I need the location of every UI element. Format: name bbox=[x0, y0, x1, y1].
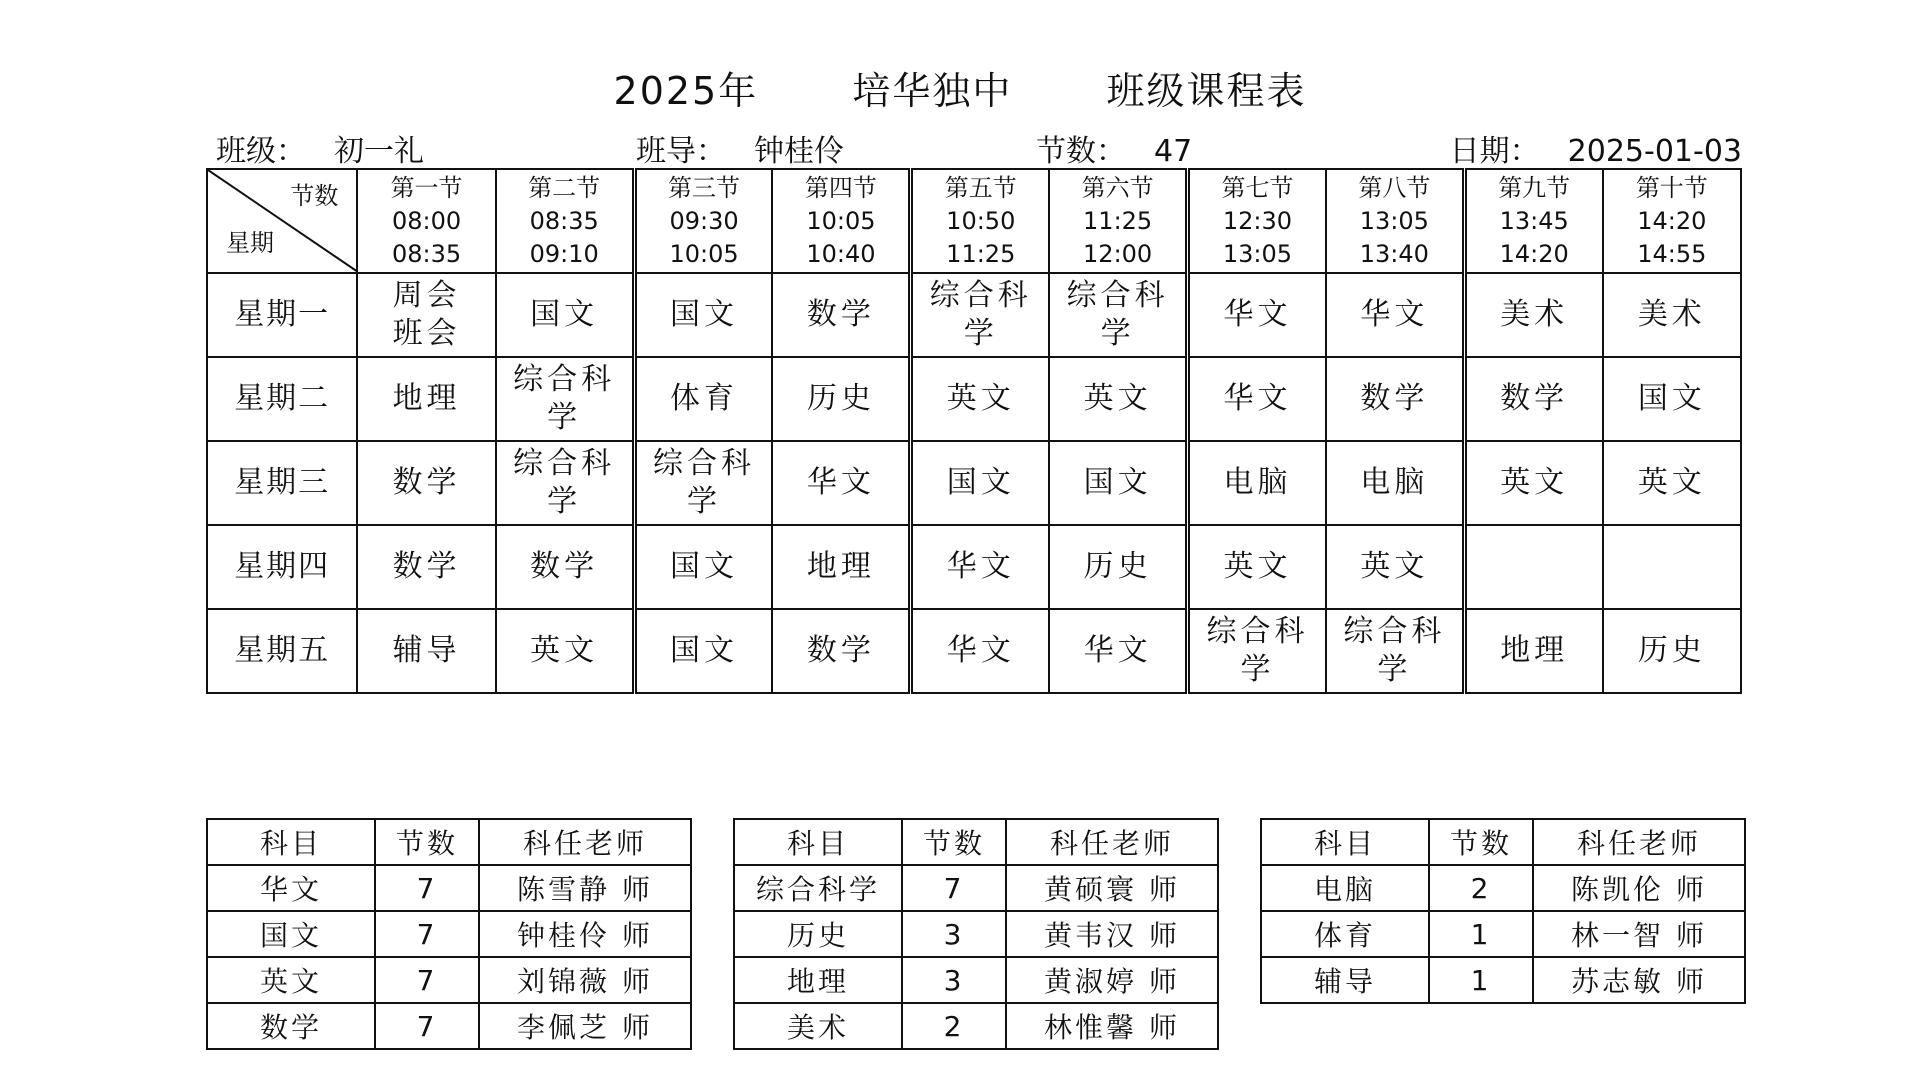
mentor-value: 钟桂伶 bbox=[754, 134, 844, 169]
period-header bbox=[911, 169, 1049, 273]
period-end: 10:40 bbox=[806, 239, 876, 268]
lesson-text: 电脑 bbox=[1223, 465, 1292, 500]
count-cell: 1 bbox=[1429, 911, 1533, 957]
lesson-cell bbox=[357, 609, 495, 693]
schedule-body bbox=[207, 169, 1741, 693]
weekday-cell: 星期二 bbox=[207, 357, 357, 441]
lesson-text: 数学 bbox=[1360, 381, 1429, 416]
lesson-text: 华文 bbox=[1360, 297, 1429, 332]
period-start: 14:20 bbox=[1637, 206, 1707, 235]
lesson-cell bbox=[1049, 441, 1187, 525]
subject-cell: 综合科学 bbox=[734, 865, 902, 911]
class-field bbox=[216, 126, 424, 170]
count-cell: 7 bbox=[902, 865, 1006, 911]
lesson-text: 历史 bbox=[1637, 633, 1706, 668]
lesson-text: 英文 bbox=[1500, 465, 1569, 500]
count-cell: 2 bbox=[902, 1003, 1006, 1049]
date-label: 日期： bbox=[1449, 134, 1540, 169]
summary-header-cell: 节数 bbox=[375, 819, 479, 865]
subject-cell: 美术 bbox=[734, 1003, 902, 1049]
subject-cell: 体育 bbox=[1261, 911, 1429, 957]
lesson-text: 英文 bbox=[946, 381, 1015, 416]
lesson-cell bbox=[634, 273, 772, 357]
lesson-text: 英文 bbox=[1360, 549, 1429, 584]
title-school: 培华独中 bbox=[852, 69, 1013, 113]
period-start: 12:30 bbox=[1222, 206, 1293, 235]
lesson-text: 华文 bbox=[946, 549, 1015, 584]
summary-header-cell: 科目 bbox=[207, 819, 375, 865]
lesson-cell bbox=[1188, 525, 1326, 609]
summary-table-1 bbox=[206, 818, 692, 1050]
lesson-cell bbox=[1326, 273, 1464, 357]
mentor-field bbox=[636, 126, 844, 170]
lesson-text: 历史 bbox=[806, 381, 875, 416]
periods-label: 节数： bbox=[1036, 134, 1126, 169]
lesson-text: 数学 bbox=[806, 297, 875, 332]
lesson-text: 学 bbox=[1377, 652, 1412, 687]
lesson-cell bbox=[1049, 273, 1187, 357]
lesson-cell bbox=[911, 609, 1049, 693]
lesson-text: 国文 bbox=[1083, 465, 1152, 500]
period-header bbox=[1049, 169, 1187, 273]
lesson-cell bbox=[772, 609, 910, 693]
count-cell: 3 bbox=[902, 911, 1006, 957]
lesson-text: 学 bbox=[1240, 652, 1275, 687]
corner-label-periods: 节数 bbox=[290, 182, 339, 210]
count-cell: 7 bbox=[375, 911, 479, 957]
schedule-row bbox=[207, 273, 1741, 357]
lesson-cell bbox=[634, 525, 772, 609]
lesson-text: 学 bbox=[687, 484, 722, 519]
lesson-cell bbox=[357, 525, 495, 609]
lesson-text: 英文 bbox=[1083, 381, 1152, 416]
period-name: 第四节 bbox=[804, 173, 877, 202]
lesson-cell bbox=[634, 609, 772, 693]
period-name: 第十节 bbox=[1635, 173, 1708, 202]
lesson-cell bbox=[1464, 273, 1602, 357]
summary-table-3 bbox=[1260, 818, 1746, 1004]
periods-value: 47 bbox=[1154, 134, 1193, 169]
lesson-cell bbox=[1464, 525, 1602, 609]
lesson-text: 华文 bbox=[1083, 633, 1152, 668]
schedule-row bbox=[207, 441, 1741, 525]
lesson-cell bbox=[357, 273, 495, 357]
mentor-label: 班导： bbox=[636, 134, 726, 169]
subject-cell: 国文 bbox=[207, 911, 375, 957]
summary-row bbox=[1261, 957, 1745, 1003]
lesson-cell bbox=[772, 525, 910, 609]
lesson-text: 国文 bbox=[670, 297, 739, 332]
lesson-text: 历史 bbox=[1083, 549, 1152, 584]
lesson-cell bbox=[1603, 441, 1741, 525]
period-name: 第二节 bbox=[528, 173, 601, 202]
class-label: 班级： bbox=[216, 134, 306, 169]
lesson-cell bbox=[634, 441, 772, 525]
teacher-cell: 黄硕寰 师 bbox=[1006, 865, 1218, 911]
weekday-cell: 星期五 bbox=[207, 609, 357, 693]
lesson-text: 华文 bbox=[1223, 381, 1292, 416]
corner-cell bbox=[207, 169, 357, 273]
lesson-text: 国文 bbox=[1637, 381, 1706, 416]
lesson-cell bbox=[911, 357, 1049, 441]
period-end: 11:25 bbox=[946, 239, 1016, 268]
period-start: 11:25 bbox=[1083, 206, 1153, 235]
lesson-text: 华文 bbox=[946, 633, 1015, 668]
periods-field bbox=[1036, 126, 1192, 170]
summary-header-cell: 节数 bbox=[1429, 819, 1533, 865]
summary-header-cell: 节数 bbox=[902, 819, 1006, 865]
lesson-cell bbox=[1188, 273, 1326, 357]
lesson-cell bbox=[1188, 609, 1326, 693]
lesson-cell bbox=[1049, 609, 1187, 693]
lesson-text: 国文 bbox=[670, 633, 739, 668]
period-name: 第七节 bbox=[1221, 173, 1294, 202]
lesson-text: 国文 bbox=[530, 297, 599, 332]
document-title bbox=[0, 60, 1920, 115]
lesson-text: 学 bbox=[547, 484, 582, 519]
summary-header-cell: 科任老师 bbox=[1006, 819, 1218, 865]
lesson-text: 国文 bbox=[670, 549, 739, 584]
lesson-cell bbox=[1603, 357, 1741, 441]
teacher-cell: 林一智 师 bbox=[1533, 911, 1745, 957]
period-end: 09:10 bbox=[529, 239, 599, 268]
period-end: 08:35 bbox=[391, 239, 462, 268]
count-cell: 7 bbox=[375, 865, 479, 911]
period-start: 10:50 bbox=[946, 206, 1016, 235]
title-year: 2025年 bbox=[613, 69, 759, 113]
period-end: 14:55 bbox=[1637, 239, 1707, 268]
summary-header-row bbox=[207, 819, 691, 865]
summary-row bbox=[207, 865, 691, 911]
teacher-cell: 钟桂伶 师 bbox=[479, 911, 691, 957]
lesson-text: 地理 bbox=[1500, 633, 1569, 668]
period-name: 第八节 bbox=[1358, 173, 1431, 202]
period-start: 13:05 bbox=[1359, 206, 1429, 235]
lesson-text: 美术 bbox=[1500, 297, 1569, 332]
lesson-cell bbox=[1464, 609, 1602, 693]
lesson-text: 综合科 bbox=[929, 278, 1032, 313]
period-name: 第六节 bbox=[1081, 173, 1154, 202]
schedule-row bbox=[207, 525, 1741, 609]
period-end: 12:00 bbox=[1083, 239, 1153, 268]
lesson-cell bbox=[1326, 525, 1464, 609]
lesson-text: 英文 bbox=[1223, 549, 1292, 584]
summary-header-row bbox=[734, 819, 1218, 865]
info-bar bbox=[208, 126, 1742, 169]
count-cell: 2 bbox=[1429, 865, 1533, 911]
lesson-cell bbox=[1603, 525, 1741, 609]
lesson-cell bbox=[496, 273, 634, 357]
period-name: 第一节 bbox=[390, 173, 463, 202]
summary-row bbox=[734, 865, 1218, 911]
summary-row bbox=[207, 1003, 691, 1049]
lesson-cell bbox=[1326, 357, 1464, 441]
lesson-text: 综合科 bbox=[653, 446, 756, 481]
lesson-text: 体育 bbox=[670, 381, 739, 416]
weekday-cell: 星期三 bbox=[207, 441, 357, 525]
summary-header-row bbox=[1261, 819, 1745, 865]
lesson-text: 数学 bbox=[1500, 381, 1569, 416]
teacher-cell: 陈凯伦 师 bbox=[1533, 865, 1745, 911]
lesson-text: 数学 bbox=[392, 549, 461, 584]
teacher-cell: 李佩芝 师 bbox=[479, 1003, 691, 1049]
period-header bbox=[772, 169, 910, 273]
lesson-cell bbox=[1464, 357, 1602, 441]
teacher-cell: 黄淑婷 师 bbox=[1006, 957, 1218, 1003]
lesson-cell bbox=[911, 441, 1049, 525]
lesson-cell bbox=[1326, 441, 1464, 525]
lesson-text: 学 bbox=[963, 316, 998, 351]
period-end: 13:40 bbox=[1359, 239, 1429, 268]
teacher-cell: 刘锦薇 师 bbox=[479, 957, 691, 1003]
subject-cell: 数学 bbox=[207, 1003, 375, 1049]
lesson-cell bbox=[357, 441, 495, 525]
lesson-text: 综合科 bbox=[1343, 614, 1446, 649]
lesson-text: 周会 bbox=[392, 278, 461, 313]
period-end: 10:05 bbox=[669, 239, 739, 268]
schedule-header-row bbox=[207, 169, 1741, 273]
lesson-cell bbox=[1188, 441, 1326, 525]
lesson-cell bbox=[1603, 609, 1741, 693]
lesson-text: 华文 bbox=[1223, 297, 1292, 332]
date-value: 2025-01-03 bbox=[1567, 134, 1742, 169]
corner-diagonal bbox=[208, 170, 356, 272]
lesson-text: 综合科 bbox=[1206, 614, 1309, 649]
period-header bbox=[496, 169, 634, 273]
period-header bbox=[634, 169, 772, 273]
period-end: 14:20 bbox=[1499, 239, 1569, 268]
weekday-cell: 星期一 bbox=[207, 273, 357, 357]
period-header bbox=[1603, 169, 1741, 273]
summary-row bbox=[734, 911, 1218, 957]
lesson-cell bbox=[911, 525, 1049, 609]
lesson-text: 地理 bbox=[806, 549, 875, 584]
period-start: 13:45 bbox=[1499, 206, 1569, 235]
lesson-cell bbox=[1049, 357, 1187, 441]
lesson-cell bbox=[772, 273, 910, 357]
lesson-cell bbox=[496, 441, 634, 525]
summary-body-3 bbox=[1261, 819, 1745, 1003]
lesson-cell bbox=[496, 525, 634, 609]
count-cell: 7 bbox=[375, 1003, 479, 1049]
schedule-row bbox=[207, 609, 1741, 693]
lesson-text: 数学 bbox=[530, 549, 599, 584]
lesson-text: 综合科 bbox=[513, 446, 616, 481]
lesson-text: 电脑 bbox=[1360, 465, 1429, 500]
period-name: 第三节 bbox=[668, 173, 741, 202]
period-name: 第五节 bbox=[944, 173, 1017, 202]
schedule-table bbox=[206, 168, 1742, 694]
period-name: 第九节 bbox=[1498, 173, 1571, 202]
subject-cell: 历史 bbox=[734, 911, 902, 957]
count-cell: 3 bbox=[902, 957, 1006, 1003]
period-start: 08:35 bbox=[529, 206, 599, 235]
lesson-cell bbox=[772, 357, 910, 441]
period-start: 09:30 bbox=[669, 206, 739, 235]
lesson-cell bbox=[1464, 441, 1602, 525]
lesson-text: 数学 bbox=[392, 465, 461, 500]
class-value: 初一礼 bbox=[334, 134, 424, 169]
weekday-cell: 星期四 bbox=[207, 525, 357, 609]
subject-cell: 辅导 bbox=[1261, 957, 1429, 1003]
lesson-cell bbox=[1326, 609, 1464, 693]
lesson-text: 英文 bbox=[530, 633, 599, 668]
lesson-cell bbox=[772, 441, 910, 525]
schedule-row bbox=[207, 357, 1741, 441]
summary-header-cell: 科目 bbox=[1261, 819, 1429, 865]
period-header bbox=[357, 169, 495, 273]
lesson-cell bbox=[1049, 525, 1187, 609]
lesson-text: 综合科 bbox=[513, 362, 616, 397]
subject-cell: 地理 bbox=[734, 957, 902, 1003]
corner-label-weekday: 星期 bbox=[226, 229, 274, 257]
subject-cell: 电脑 bbox=[1261, 865, 1429, 911]
subject-cell: 英文 bbox=[207, 957, 375, 1003]
lesson-cell bbox=[1603, 273, 1741, 357]
title-doc: 班级课程表 bbox=[1106, 69, 1307, 113]
period-end: 13:05 bbox=[1222, 239, 1293, 268]
lesson-text: 学 bbox=[1100, 316, 1135, 351]
lesson-text: 综合科 bbox=[1066, 278, 1169, 313]
summary-row bbox=[207, 957, 691, 1003]
period-start: 10:05 bbox=[806, 206, 876, 235]
date-field bbox=[1450, 126, 1742, 170]
lesson-cell bbox=[911, 273, 1049, 357]
summary-table-2 bbox=[733, 818, 1219, 1050]
summary-row bbox=[734, 1003, 1218, 1049]
lesson-text: 学 bbox=[547, 400, 582, 435]
count-cell: 1 bbox=[1429, 957, 1533, 1003]
lesson-text: 辅导 bbox=[392, 633, 461, 668]
teacher-cell: 苏志敏 师 bbox=[1533, 957, 1745, 1003]
lesson-text: 国文 bbox=[946, 465, 1015, 500]
summary-row bbox=[734, 957, 1218, 1003]
lesson-text: 英文 bbox=[1637, 465, 1706, 500]
period-header bbox=[1464, 169, 1602, 273]
summary-row bbox=[1261, 865, 1745, 911]
period-header bbox=[1188, 169, 1326, 273]
lesson-cell bbox=[634, 357, 772, 441]
lesson-text: 华文 bbox=[806, 465, 875, 500]
teacher-cell: 陈雪静 师 bbox=[479, 865, 691, 911]
period-start: 08:00 bbox=[391, 206, 462, 235]
summary-header-cell: 科任老师 bbox=[1533, 819, 1745, 865]
lesson-cell bbox=[357, 357, 495, 441]
lesson-cell bbox=[1188, 357, 1326, 441]
summary-row bbox=[1261, 911, 1745, 957]
summary-body-1 bbox=[207, 819, 691, 1049]
summary-header-cell: 科目 bbox=[734, 819, 902, 865]
lesson-text: 地理 bbox=[392, 381, 461, 416]
lesson-cell bbox=[496, 357, 634, 441]
summary-row bbox=[207, 911, 691, 957]
subject-cell: 华文 bbox=[207, 865, 375, 911]
teacher-cell: 黄韦汉 师 bbox=[1006, 911, 1218, 957]
lesson-cell bbox=[496, 609, 634, 693]
teacher-cell: 林惟馨 师 bbox=[1006, 1003, 1218, 1049]
summary-header-cell: 科任老师 bbox=[479, 819, 691, 865]
period-header bbox=[1326, 169, 1464, 273]
lesson-text: 美术 bbox=[1637, 297, 1706, 332]
lesson-text: 班会 bbox=[392, 316, 461, 351]
count-cell: 7 bbox=[375, 957, 479, 1003]
summary-body-2 bbox=[734, 819, 1218, 1049]
lesson-text: 数学 bbox=[806, 633, 875, 668]
